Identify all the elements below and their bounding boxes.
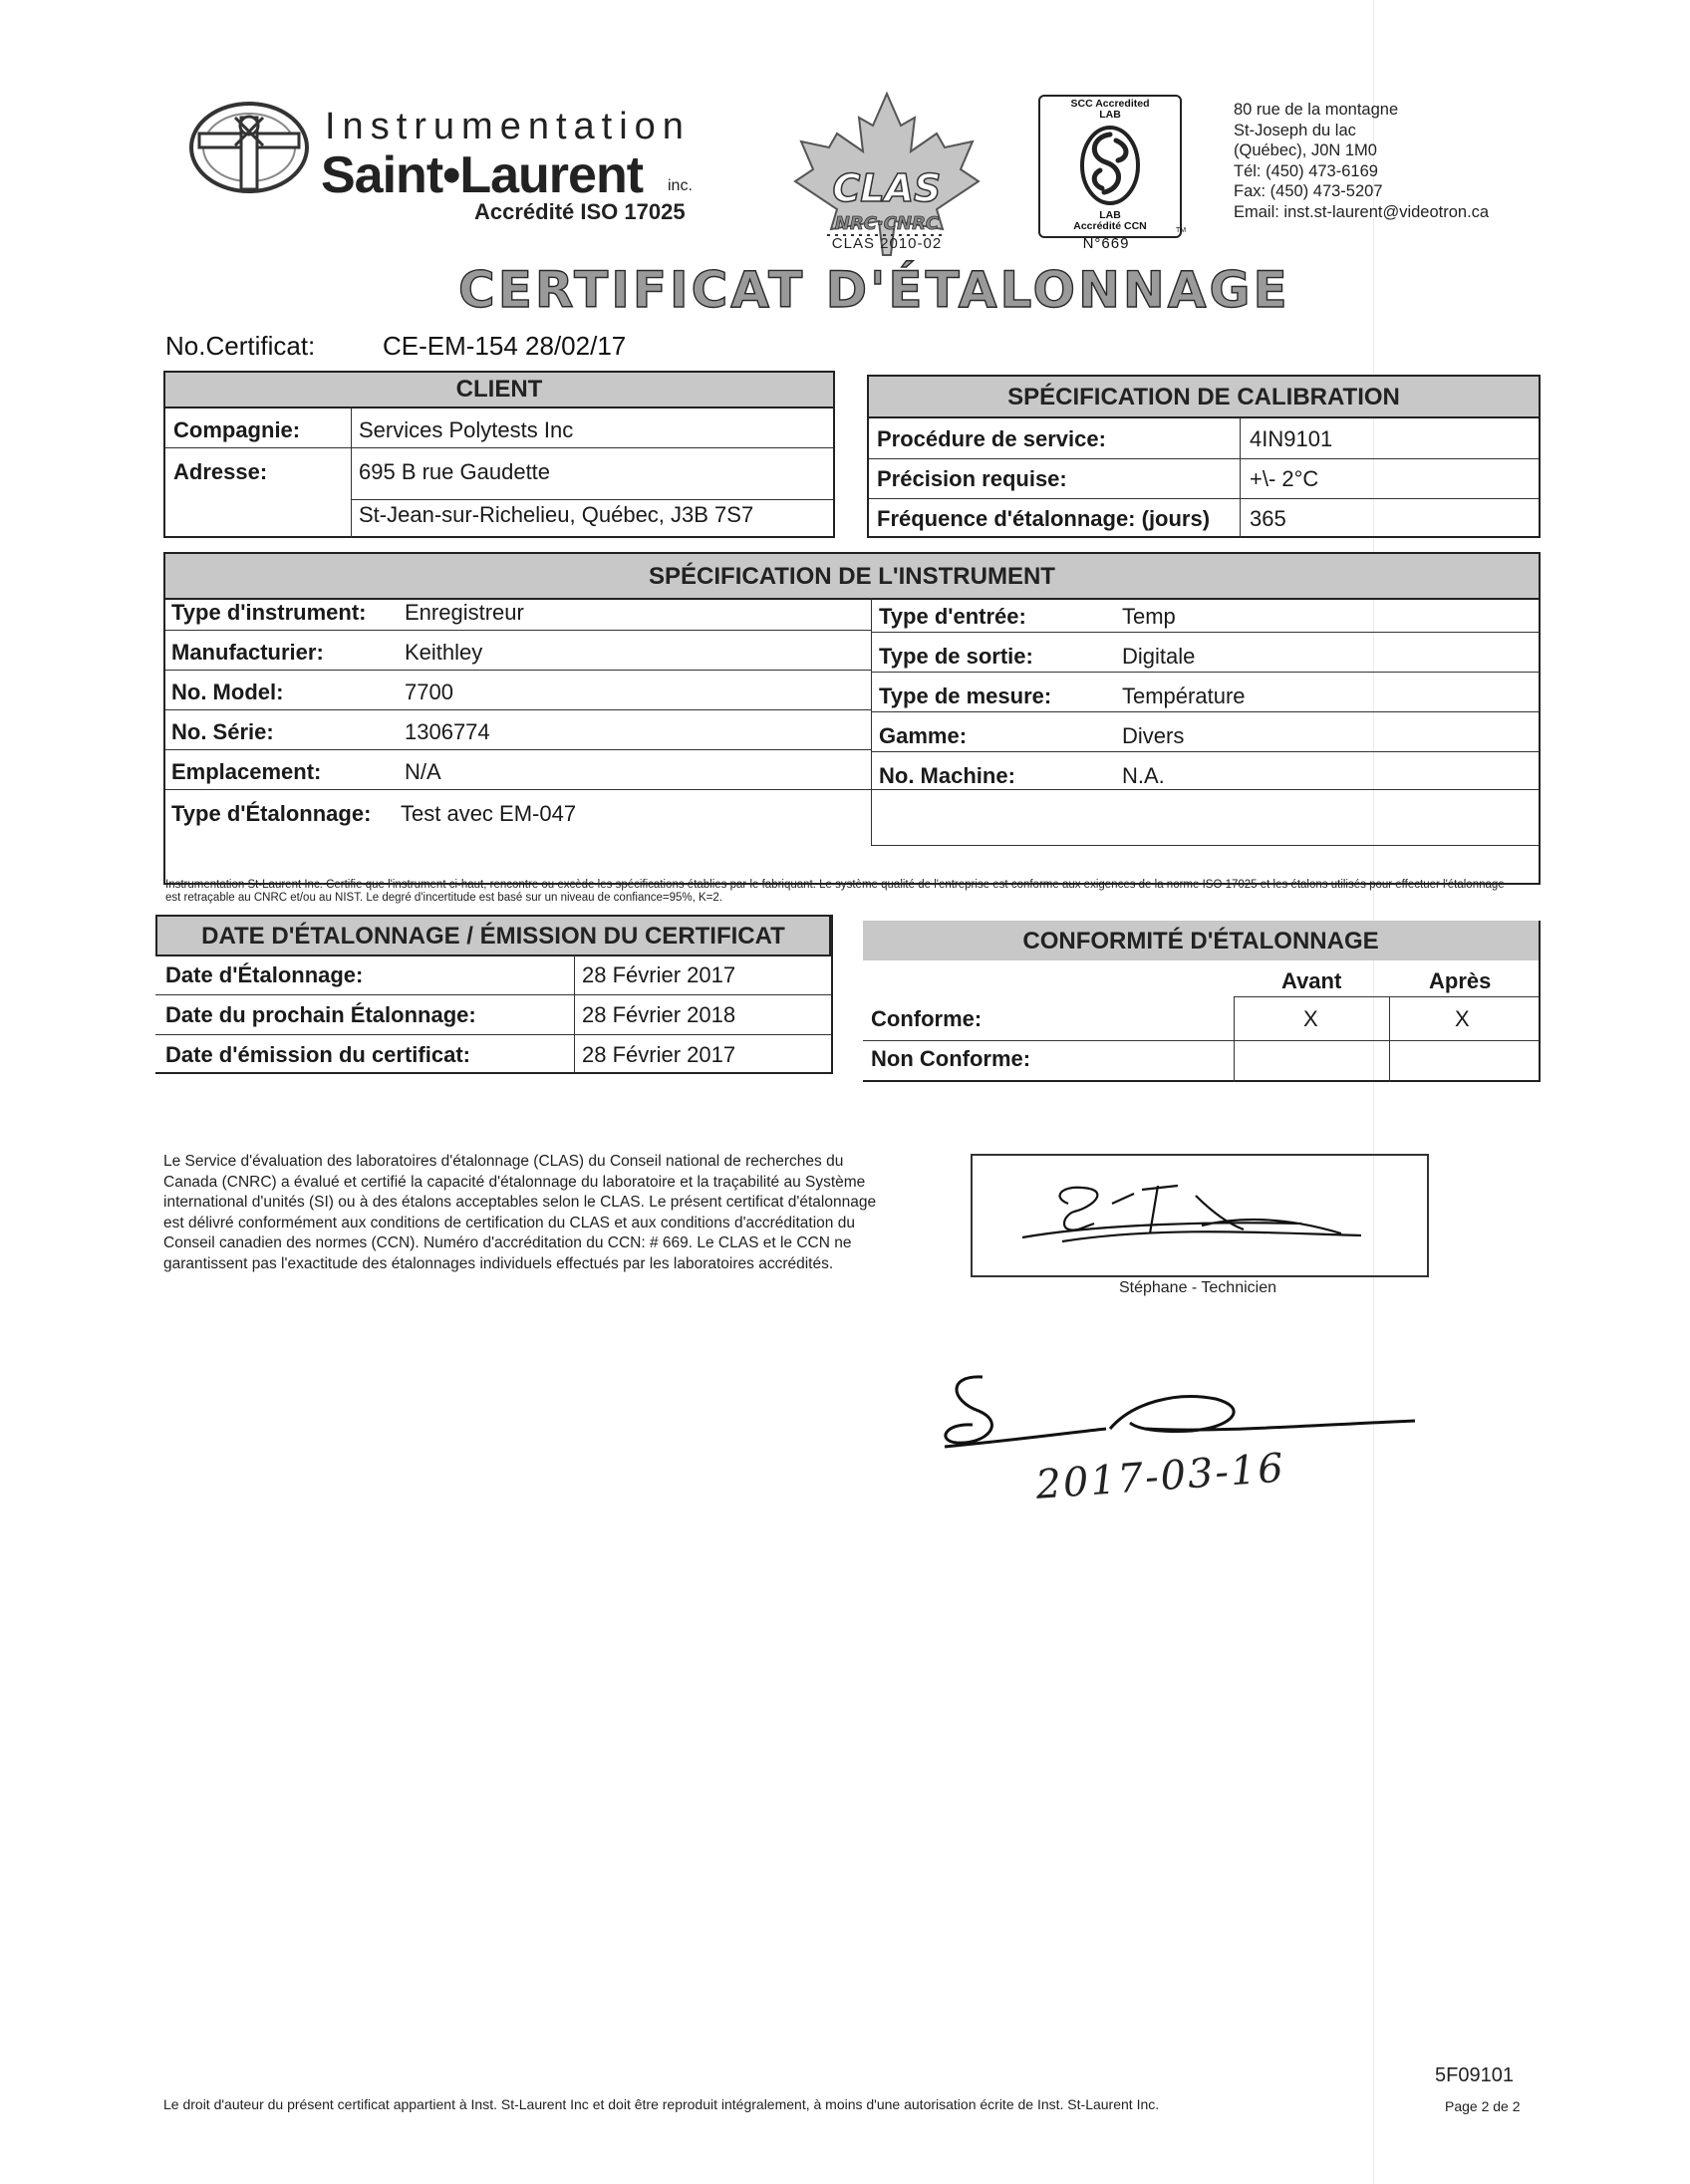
next-calibration-date-value: 28 Février 2018	[582, 1002, 736, 1027]
issue-date-label: Date d'émission du certificat:	[165, 1042, 470, 1067]
output-type-value: Digitale	[1122, 644, 1196, 669]
row-divider	[165, 670, 871, 671]
calibration-date-label: Date d'Étalonnage:	[165, 962, 364, 987]
service-procedure-value: 4IN9101	[1250, 426, 1333, 451]
technician-signature	[983, 1164, 1411, 1263]
row-divider	[863, 1040, 1539, 1041]
row-divider	[155, 994, 831, 995]
clas-logo-text: CLAS	[832, 166, 942, 210]
model-number-value: 7700	[405, 680, 453, 704]
signer-caption: Stéphane - Technicien	[1118, 1279, 1277, 1296]
calibration-frequency-value: 365	[1250, 506, 1286, 531]
service-procedure-label: Procédure de service:	[877, 426, 1106, 451]
page-number: Page 2 de 2	[1445, 2098, 1521, 2114]
fax-line: Fax: (450) 473-5207	[1234, 182, 1383, 200]
location-label: Emplacement:	[171, 759, 322, 784]
row-divider	[871, 632, 1539, 633]
required-precision-label: Précision requise:	[877, 466, 1067, 491]
before-column-header: Avant	[1281, 968, 1342, 993]
row-divider	[351, 499, 833, 500]
calibration-date-value: 28 Février 2017	[582, 962, 736, 987]
client-company-label: Compagnie:	[173, 417, 301, 442]
issue-date-value: 28 Février 2017	[582, 1042, 736, 1067]
output-type-label: Type de sortie:	[879, 644, 1033, 669]
client-section	[163, 371, 835, 538]
client-address-line2: St-Jean-sur-Richelieu, Québec, J3B 7S7	[359, 502, 754, 527]
conformity-section	[863, 921, 1541, 1082]
column-divider	[351, 409, 352, 538]
scc-swirl-icon	[1078, 123, 1142, 208]
instrument-spec-section	[163, 552, 1541, 885]
row-divider	[871, 845, 1539, 846]
row-divider	[165, 630, 871, 631]
email-line: Email: inst.st-laurent@videotron.ca	[1234, 202, 1490, 221]
column-divider	[574, 955, 575, 1072]
machine-number-value: N.A.	[1122, 763, 1165, 788]
handwritten-date: 2017-03-16	[1034, 1445, 1287, 1508]
clas-logo-subtext: NRC·CNRC	[834, 213, 940, 234]
column-divider	[871, 598, 872, 845]
row-divider	[165, 709, 871, 710]
column-divider	[1240, 418, 1241, 538]
required-precision-value: +\- 2°C	[1250, 466, 1319, 491]
row-divider	[871, 751, 1539, 752]
calibration-frequency-label: Fréquence d'étalonnage: (jours)	[877, 506, 1211, 531]
input-type-value: Temp	[1122, 604, 1176, 629]
scc-bottom-text: LAB Accrédité CCN	[1073, 209, 1147, 232]
copyright-notice: Le droit d'auteur du présent certificat appartient à Inst. St-Laurent Inc et doit être reproduit intégralement, à moins d'une autorisation écrite de Inst. St-Laurent Inc.	[163, 2096, 1160, 2112]
manufacturer-label: Manufacturier:	[171, 640, 324, 665]
range-value: Divers	[1122, 723, 1185, 748]
calibration-type-label: Type d'Étalonnage:	[171, 801, 372, 826]
machine-number-label: No. Machine:	[879, 763, 1015, 788]
row-divider	[165, 789, 1539, 790]
clas-maple-leaf-logo	[787, 90, 986, 259]
location-value: N/A	[405, 759, 441, 784]
calibration-spec-heading: SPÉCIFICATION DE CALIBRATION	[869, 377, 1539, 418]
scc-trademark: TM	[1176, 227, 1187, 234]
row-divider	[165, 447, 833, 448]
serial-number-value: 1306774	[405, 719, 490, 744]
address-line: 80 rue de la montagne	[1234, 101, 1399, 119]
row-divider	[165, 749, 871, 750]
row-divider	[1234, 996, 1539, 997]
clas-caption: CLAS 2010-02	[831, 235, 943, 252]
client-company-value: Services Polytests Inc	[359, 417, 574, 442]
scan-line	[1373, 0, 1374, 2184]
company-name-line1: Instrumentation	[325, 106, 691, 147]
client-address-line1: 695 B rue Gaudette	[359, 459, 551, 484]
scc-number: N°669	[1082, 235, 1130, 252]
calibration-spec-section	[867, 375, 1541, 538]
input-type-label: Type d'entrée:	[879, 604, 1026, 629]
client-heading: CLIENT	[165, 373, 833, 409]
row-divider	[871, 711, 1539, 712]
certification-fine-print: Instrumentation St-Laurent Inc. Certifie que l'instrument ci-haut, rencontre ou excède les spécifications établies par le fabriquant. Le système qualité de l'entreprise est conforme aux exigences de la norme ISO 17025 et les étalons utilisés pour effectuer l'étalonnage est retraçable au CNRC et/ou au NIST. Le degré d'incertitude est basé sur un niveau de confiance=95%, K=2.	[165, 879, 1505, 904]
range-label: Gamme:	[879, 723, 968, 748]
iso-accreditation: Accrédité ISO 17025	[474, 199, 686, 224]
client-address-label: Adresse:	[173, 459, 268, 484]
document-title: CERTIFICAT D'ÉTALONNAGE	[458, 261, 1290, 319]
next-calibration-date-label: Date du prochain Étalonnage:	[165, 1002, 476, 1027]
certificate-number-value: CE-EM-154 28/02/17	[383, 331, 627, 361]
compliant-label: Conforme:	[871, 1006, 983, 1031]
company-address	[1234, 100, 1489, 222]
phone-line: Tél: (450) 473-6169	[1234, 161, 1378, 180]
row-divider	[869, 498, 1539, 499]
compliant-before-mark: X	[1303, 1006, 1318, 1031]
model-number-label: No. Model:	[171, 680, 284, 704]
dates-heading: DATE D'ÉTALONNAGE / ÉMISSION DU CERTIFICAT	[155, 915, 831, 956]
calibration-type-value: Test avec EM-047	[401, 801, 577, 826]
instrument-spec-heading: SPÉCIFICATION DE L'INSTRUMENT	[165, 554, 1539, 600]
instrument-type-label: Type d'instrument:	[171, 600, 367, 625]
company-name-suffix: inc.	[668, 177, 693, 194]
row-divider	[871, 672, 1539, 673]
instrument-type-value: Enregistreur	[405, 600, 524, 625]
measure-type-label: Type de mesure:	[879, 683, 1052, 708]
serial-number-label: No. Série:	[171, 719, 274, 744]
row-divider	[155, 1034, 831, 1035]
measure-type-value: Température	[1122, 683, 1246, 708]
dates-section	[155, 915, 833, 1074]
column-divider	[1389, 996, 1390, 1082]
scc-accreditation-logo	[1038, 95, 1182, 238]
after-column-header: Après	[1429, 968, 1492, 993]
company-name-line2: Saint•Laurent	[321, 146, 644, 204]
non-compliant-label: Non Conforme:	[871, 1046, 1031, 1071]
form-code: 5F09101	[1435, 2064, 1514, 2086]
manufacturer-value: Keithley	[405, 640, 483, 665]
address-line: St-Joseph du lac	[1234, 121, 1356, 139]
column-divider	[1234, 996, 1235, 1082]
scc-top-text: SCC Accredited LAB	[1070, 98, 1150, 121]
address-line: (Québec), J0N 1M0	[1234, 141, 1377, 159]
certificate-number-label: No.Certificat:	[165, 331, 316, 361]
conformity-heading: CONFORMITÉ D'ÉTALONNAGE	[863, 921, 1539, 960]
clas-statement: Le Service d'évaluation des laboratoires d'étalonnage (CLAS) du Conseil national de recherches du Canada (CNRC) a évalué et certifié la capacité d'étalonnage du laboratoire et la traçabilité au Système international d'unités (SI) ou à des étalons acceptables selon le CLAS. Le présent certificat d'étalonnage est délivré conformément aux conditions de certification du CLAS et aux conditions d'accréditation du Conseil canadien des normes (CCN). Numéro d'accréditation du CCN: # 669. Le CLAS et le CCN ne garantissent pas l'exactitude des étalonnages individuels effectués par les laboratoires accrédités.	[163, 1153, 877, 1272]
row-divider	[869, 458, 1539, 459]
technician-signature-box	[971, 1154, 1429, 1277]
compliant-after-mark: X	[1455, 1006, 1470, 1031]
company-logo-emblem	[185, 98, 315, 197]
